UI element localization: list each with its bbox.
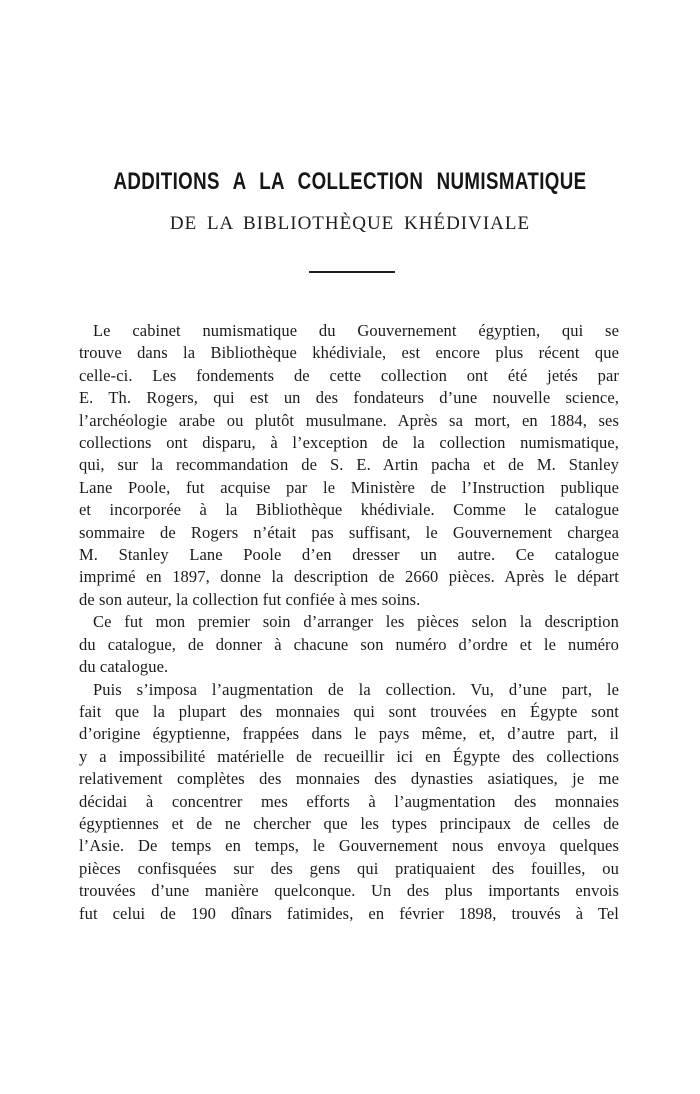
text-line: Puis s’imposa l’augmentation de la collection. Vu, d’une part, le xyxy=(93,679,619,699)
text-line: et incorporée à la Bibliothèque khédiviale. Comme le catalogue xyxy=(79,500,619,520)
text-line: sommaire de Rogers n’était pas suffisant, le Gouvernement chargea xyxy=(79,522,619,542)
title-divider xyxy=(309,271,395,273)
text-line: l’archéologie arabe ou plutôt musulmane. Après sa mort, en 1884, ses xyxy=(79,410,619,430)
text-line: celle-ci. Les fondements de cette collection ont été jetés par xyxy=(79,365,619,385)
text-line: M. Stanley Lane Poole d’en dresser un autre. Ce catalogue xyxy=(79,545,619,565)
body-text xyxy=(79,320,619,925)
text-line: Lane Poole, fut acquise par le Ministère de l’Instruction publique xyxy=(79,477,619,497)
text-line: E. Th. Rogers, qui est un des fondateurs d’une nouvelle science, xyxy=(79,388,619,408)
paragraph-3 xyxy=(79,679,619,925)
article-title: ADDITIONS A LA COLLECTION NUMISMATIQUE xyxy=(113,168,587,195)
article-subtitle: DE LA BIBLIOTHÈQUE KHÉDIVIALE xyxy=(169,213,531,234)
text-line: fait que la plupart des monnaies qui sont trouvées en Égypte sont xyxy=(79,701,619,721)
text-line: y a impossibilité matérielle de recueillir ici en Égypte des collections xyxy=(79,746,619,766)
text-line: décidai à concentrer mes efforts à l’augmentation des monnaies xyxy=(79,791,619,811)
text-line: Le cabinet numismatique du Gouvernement égyptien, qui se xyxy=(93,321,619,340)
text-line: du catalogue. xyxy=(79,657,169,677)
text-line: l’Asie. De temps en temps, le Gouvernement nous envoya quelques xyxy=(79,836,619,856)
text-line: fut celui de 190 dînars fatimides, en février 1898, trouvés à Tel xyxy=(79,903,619,923)
text-line: du catalogue, de donner à chacune son numéro d’ordre et le numéro xyxy=(79,634,619,654)
text-line: relativement complètes des monnaies des dynasties asiatiques, je me xyxy=(79,769,619,789)
text-line: pièces confisquées sur des gens qui pratiquaient des fouilles, ou xyxy=(79,858,619,878)
text-line: collections ont disparu, à l’exception de la collection numismatique, xyxy=(79,433,619,453)
text-line: trouve dans la Bibliothèque khédiviale, est encore plus récent que xyxy=(79,343,619,363)
text-line: égyptiennes et de ne chercher que les types principaux de celles de xyxy=(79,813,619,833)
paragraph-2 xyxy=(79,611,619,678)
text-line: qui, sur la recommandation de S. E. Artin pacha et de M. Stanley xyxy=(79,455,619,475)
text-line: trouvées d’une manière quelconque. Un des plus importants envois xyxy=(79,881,619,901)
text-line: Ce fut mon premier soin d’arranger les pièces selon la description xyxy=(93,612,619,632)
text-line: imprimé en 1897, donne la description de 2660 pièces. Après le départ xyxy=(79,567,619,587)
paragraph-1 xyxy=(79,320,619,611)
text-line: de son auteur, la collection fut confiée à mes soins. xyxy=(79,589,421,609)
text-line: d’origine égyptienne, frappées dans le pays même, et, d’autre part, il xyxy=(79,724,619,744)
